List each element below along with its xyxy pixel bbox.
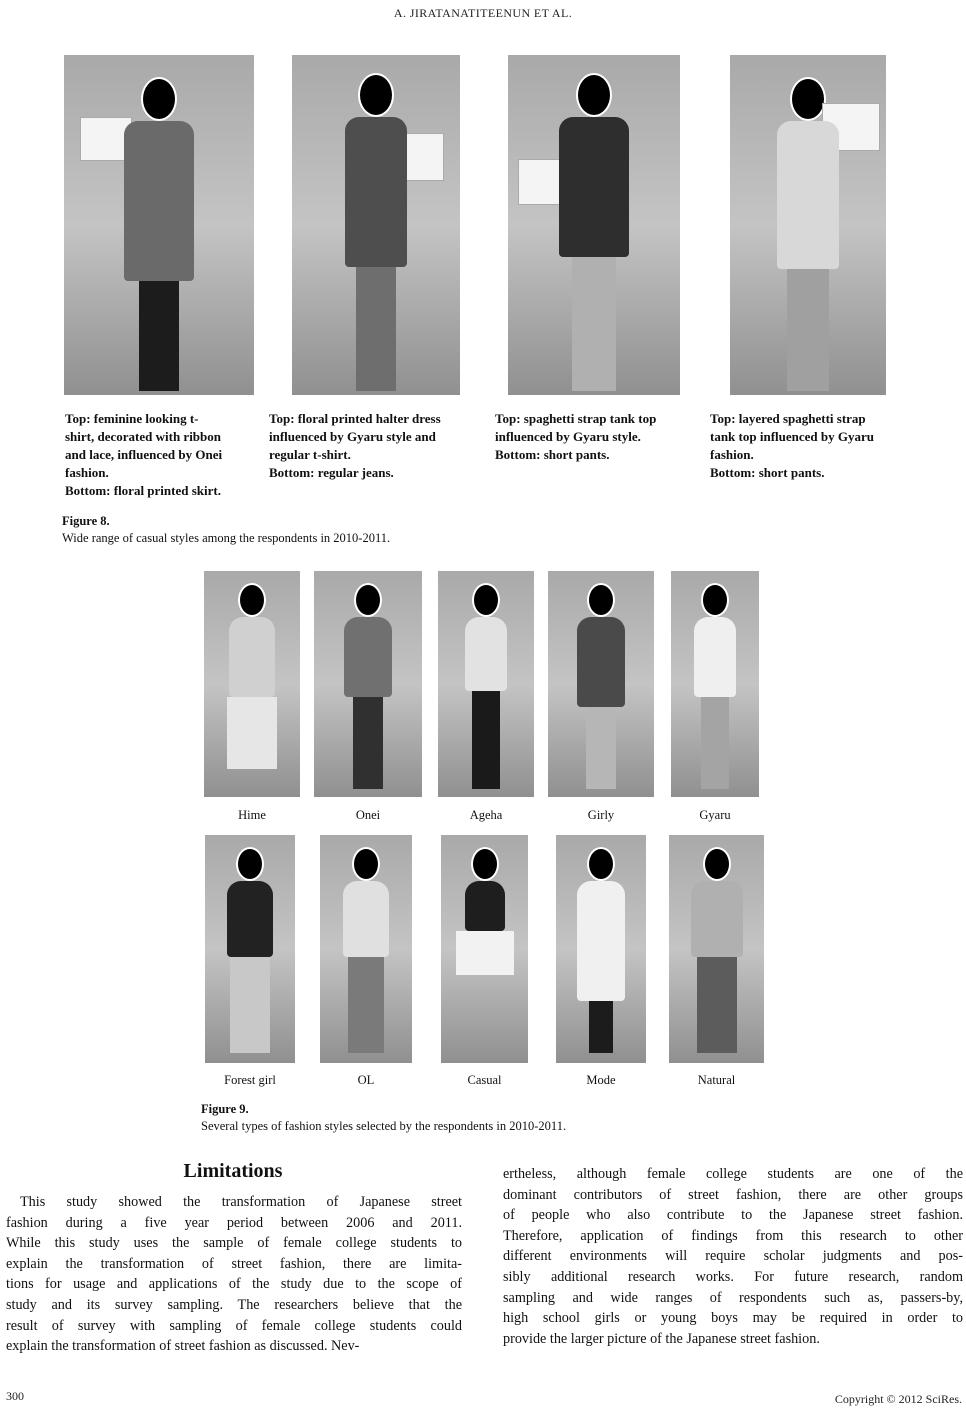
figure-9-label: Figure 9. bbox=[201, 1102, 249, 1116]
style-label: OL bbox=[357, 1073, 375, 1087]
section-heading: Limitations bbox=[183, 1160, 283, 1182]
style-label: Mode bbox=[586, 1073, 616, 1087]
style-label: Natural bbox=[697, 1073, 736, 1087]
figure-9-photo bbox=[320, 835, 412, 1063]
body-text-right: ertheless, although female college students are one of the dominant contributors of street fashion, there are other groups of people who also contribute to the Japanese street fashion. Therefore, application of findings from this research to other different environments will require scholar judgments and pos- sibly additional research works. For future research, random sampling and wide ranges of respondents such as, passers-by, high school girls or young boys may be required in order to provide the larger picture of the Japanese street fashion. bbox=[503, 1166, 963, 1347]
copyright: Copyright © 2012 SciRes. bbox=[834, 1392, 962, 1406]
figure-9-photo bbox=[205, 835, 295, 1063]
style-label: Onei bbox=[355, 808, 381, 822]
style-label: Hime bbox=[238, 808, 266, 822]
page-number: 300 bbox=[6, 1389, 24, 1403]
figure-9-photo bbox=[556, 835, 646, 1063]
figure-8-photo-caption: Top: feminine looking t- shirt, decorated with ribbon and lace, influenced by Onei fashion. Bottom: floral printed skirt. bbox=[65, 411, 223, 498]
figure-8-photo-caption: Top: spaghetti strap tank top influenced by Gyaru style. Bottom: short pants. bbox=[495, 411, 657, 462]
figure-8-caption: Wide range of casual styles among the respondents in 2010-2011. bbox=[62, 531, 391, 545]
figure-9-photo bbox=[669, 835, 764, 1063]
style-label: Forest girl bbox=[224, 1073, 276, 1087]
style-label: Ageha bbox=[469, 808, 503, 822]
figure-9-photo bbox=[438, 571, 534, 797]
body-text-left: This study showed the transformation of Japanese street fashion during a five year period between 2006 and 2011. While this study uses the sample of female college students to explain the transformation of street fashion, there are limita- tions for usage and applications of the study due to the scope of study and its survey sampling. The researchers believe that the result of survey with sampling of female college students could explain the transformation of street fashion as discussed. Nev- bbox=[6, 1194, 462, 1355]
figure-8-photo bbox=[292, 55, 460, 395]
figure-9-caption: Several types of fashion styles selected by the respondents in 2010-2011. bbox=[201, 1119, 567, 1133]
figure-9-photo bbox=[671, 571, 759, 797]
figure-9-photo bbox=[441, 835, 528, 1063]
style-label: Casual bbox=[467, 1073, 502, 1087]
running-header: A. JIRATANATITEENUN ET AL. bbox=[393, 6, 573, 20]
figure-9-photo bbox=[204, 571, 300, 797]
figure-8-photo bbox=[508, 55, 680, 395]
figure-8-photo-caption: Top: floral printed halter dress influenced by Gyaru style and regular t-shirt. Bottom: regular jeans. bbox=[269, 411, 441, 480]
figure-9-photo bbox=[314, 571, 422, 797]
style-label: Girly bbox=[587, 808, 615, 822]
figure-8-photo-caption: Top: layered spaghetti strap tank top influenced by Gyaru fashion. Bottom: short pants. bbox=[710, 411, 874, 480]
figure-8-photo bbox=[64, 55, 254, 395]
figure-8-photo bbox=[730, 55, 886, 395]
figure-9-photo bbox=[548, 571, 654, 797]
figure-8-label: Figure 8. bbox=[62, 514, 110, 528]
style-label: Gyaru bbox=[699, 808, 731, 822]
